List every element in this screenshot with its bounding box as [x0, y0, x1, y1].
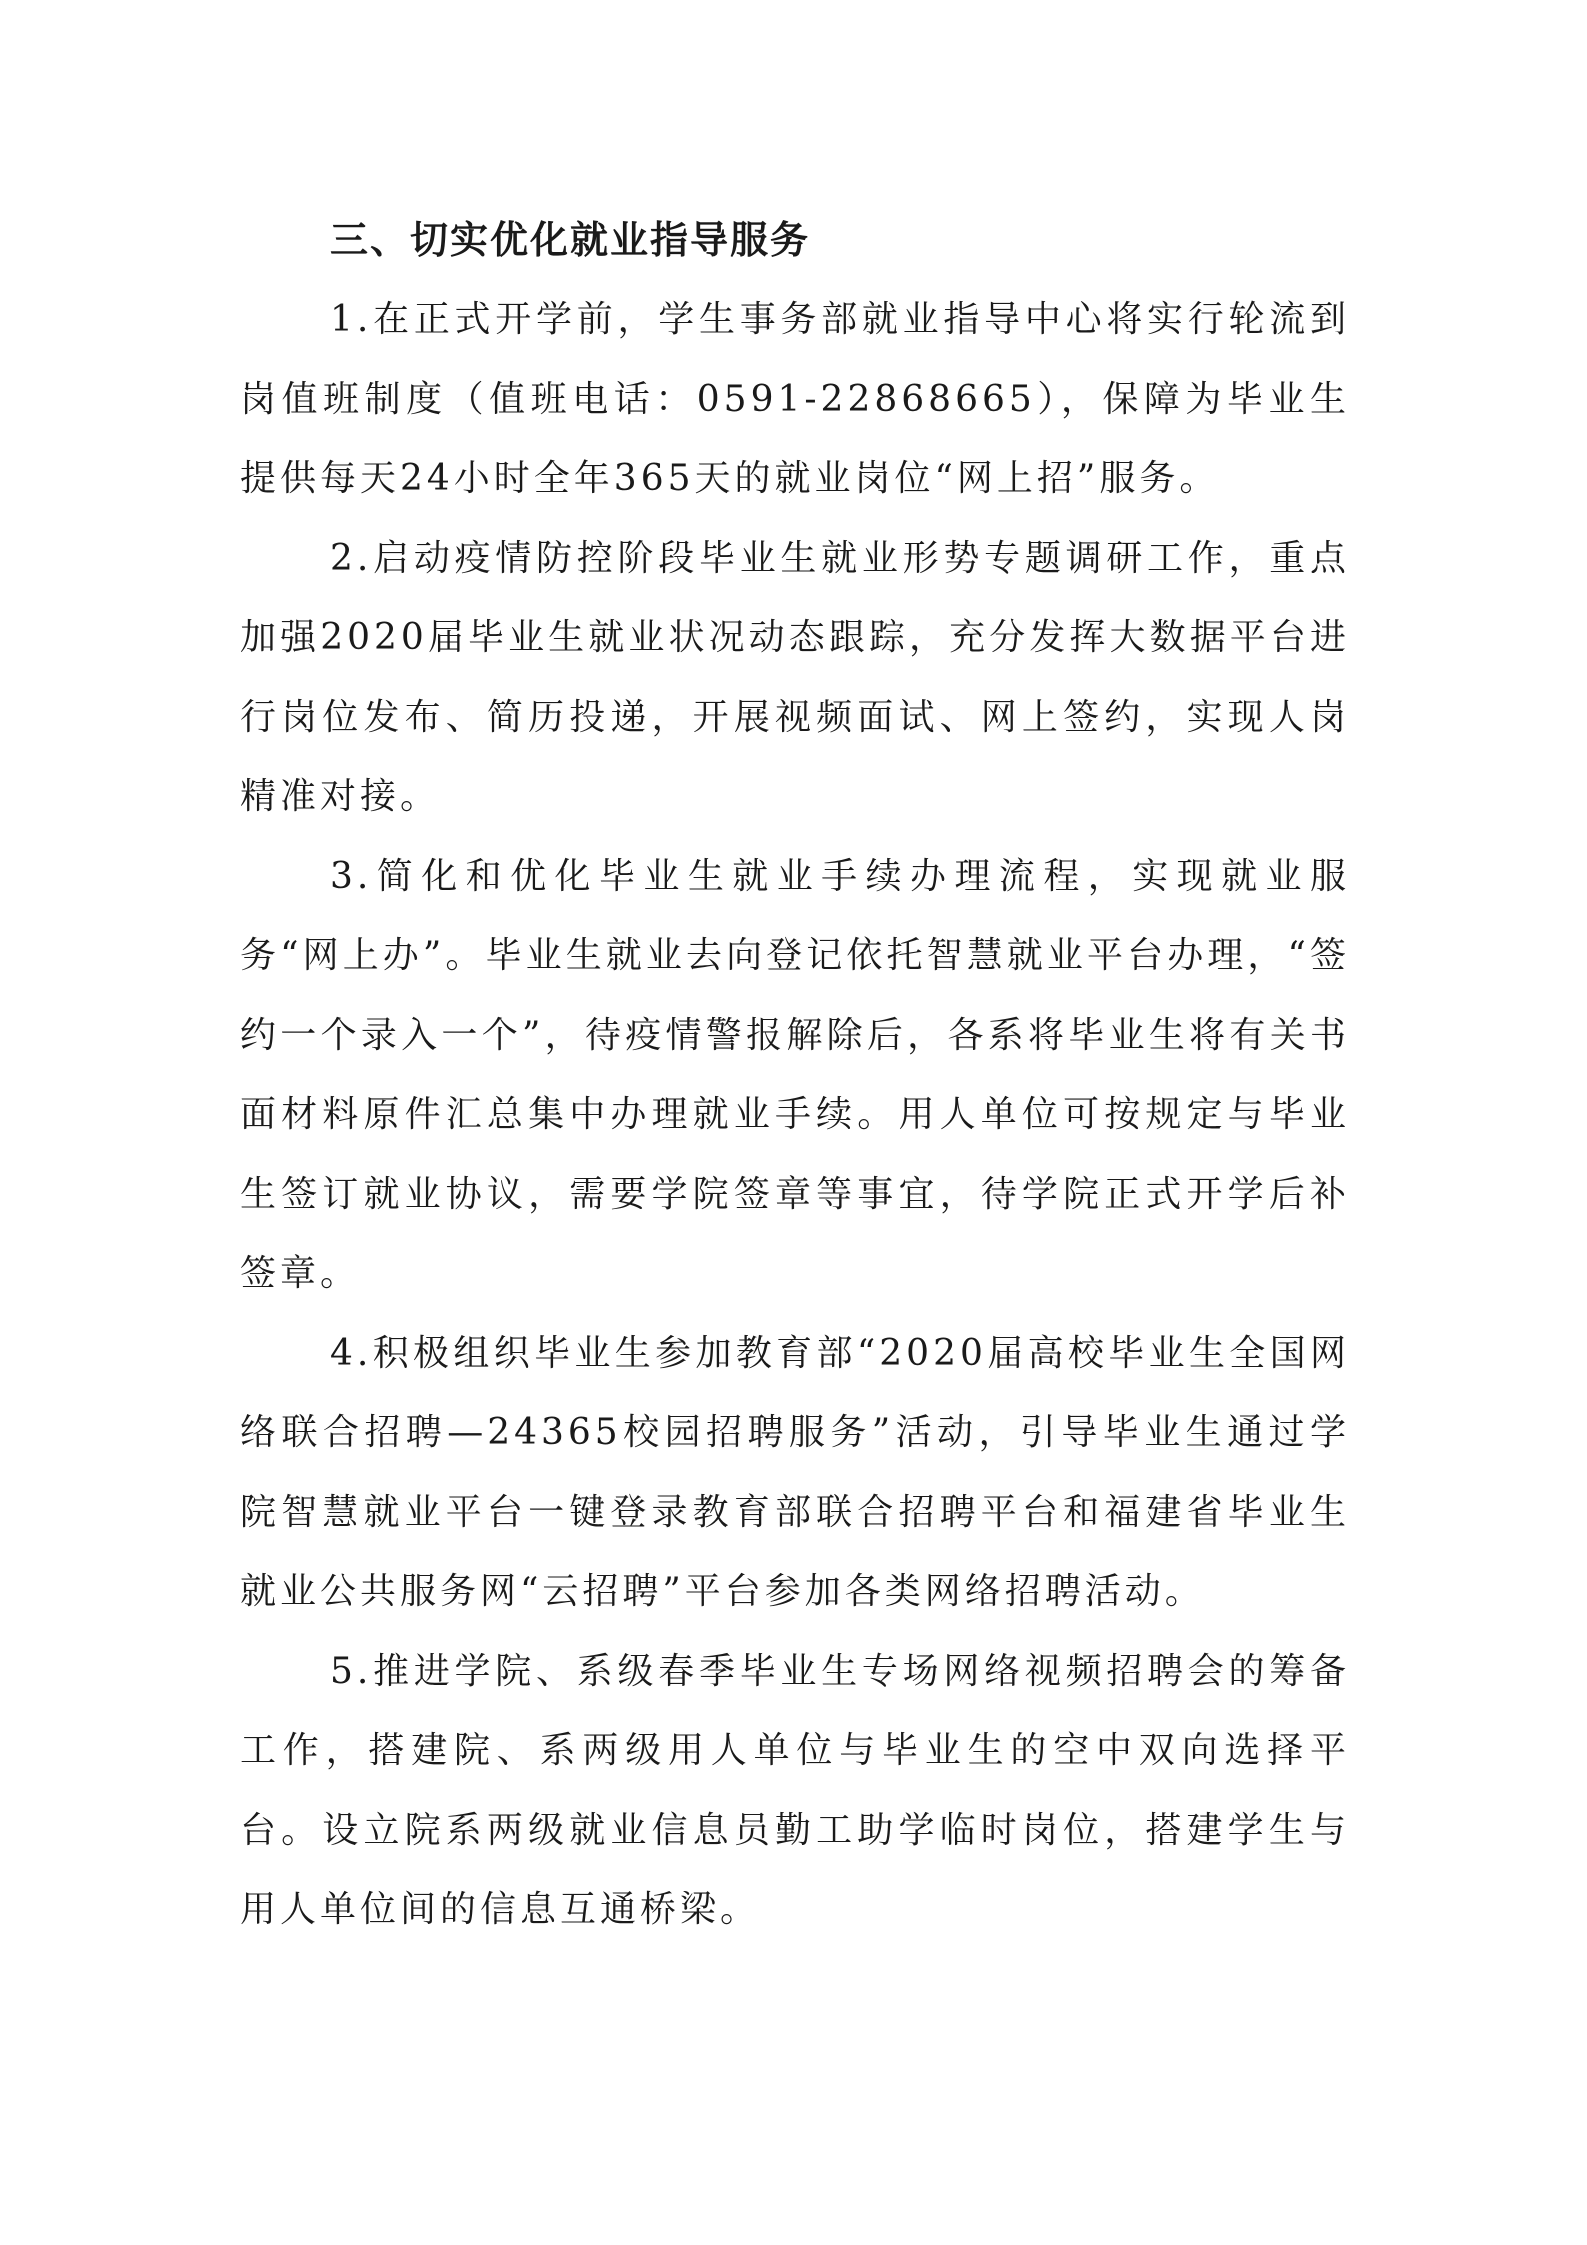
paragraph-3: 3.简化和优化毕业生就业手续办理流程，实现就业服务“网上办”。毕业生就业去向登记依托智慧就业平台办理，“签约一个录入一个”，待疫情警报解除后，各系将毕业生将有关书面材料原件汇总集中办理就业手续。用人单位可按规定与毕业生签订就业协议，需要学院签章等事宜，待学院正式开学后补签章。 — [240, 855, 1350, 1294]
paragraph-2: 2.启动疫情防控阶段毕业生就业形势专题调研工作，重点加强2020届毕业生就业状况动态跟踪，充分发挥大数据平台进行岗位发布、简历投递，开展视频面试、网上签约，实现人岗精准对接。 — [240, 537, 1350, 817]
paragraph-4: 4.积极组织毕业生参加教育部“2020届高校毕业生全国网络联合招聘—24365校园招聘服务”活动，引导毕业生通过学院智慧就业平台一键登录教育部联合招聘平台和福建省毕业生就业公共服务网“云招聘”平台参加各类网络招聘活动。 — [240, 1332, 1350, 1612]
document-page — [240, 200, 1350, 1950]
paragraph-5: 5.推进学院、系级春季毕业生专场网络视频招聘会的筹备工作，搭建院、系两级用人单位与毕业生的空中双向选择平台。设立院系两级就业信息员勤工助学临时岗位，搭建学生与用人单位间的信息互通桥梁。 — [240, 1650, 1350, 1930]
section-heading: 三、切实优化就业指导服务 — [330, 218, 811, 262]
paragraph-1: 1.在正式开学前，学生事务部就业指导中心将实行轮流到岗值班制度（值班电话：0591-22868665），保障为毕业生提供每天24小时全年365天的就业岗位“网上招”服务。 — [240, 299, 1350, 499]
